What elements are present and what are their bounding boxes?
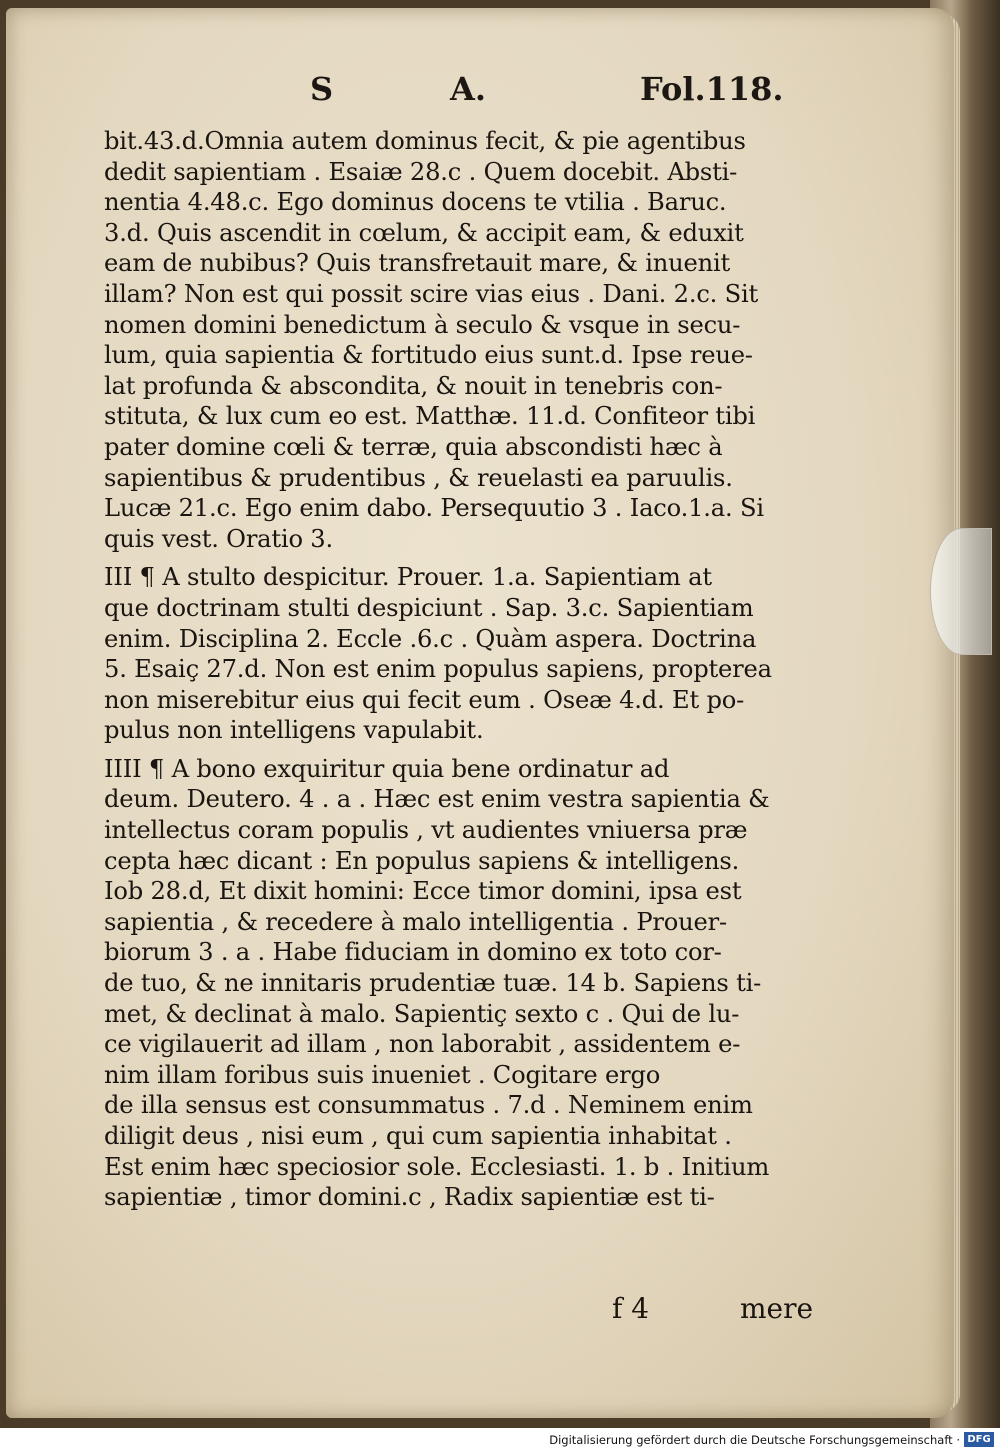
text-line: IIII ¶ A bono exquiritur quia bene ordinatur ad xyxy=(104,754,670,783)
dfg-logo: DFG xyxy=(964,1432,994,1447)
signature-mark: f 4 xyxy=(612,1292,650,1325)
text-line: de tuo, & ne innitaris prudentiæ tuæ. 14 b. Sapiens ti- xyxy=(104,969,762,998)
text-line: que doctrinam stulti despiciunt . Sap. 3.c. Sapientiam xyxy=(104,593,754,622)
text-line: nim illam foribus suis inueniet . Cogitare ergo xyxy=(104,1060,661,1089)
text-line: illam? Non est qui possit scire vias eius . Dani. 2.c. Sit xyxy=(104,279,759,308)
text-line: pulus non intelligens vapulabit. xyxy=(104,716,484,745)
text-line: lum, quia sapientia & fortitudo eius sunt.d. Ipse reue- xyxy=(104,341,753,370)
text-line: lat profunda & abscondita, & nouit in tenebris con- xyxy=(104,371,723,400)
text-line: bit.43.d.Omnia autem dominus fecit, & pie agentibus xyxy=(104,127,746,155)
text-line: stituta, & lux cum eo est. Matthæ. 11.d. Confiteor tibi xyxy=(104,402,756,431)
text-line: Iob 28.d, Et dixit homini: Ecce timor domini, ipsa est xyxy=(104,877,742,906)
paragraph-gap xyxy=(104,554,816,562)
text-line: III ¶ A stulto despicitur. Prouer. 1.a. Sapientiam at xyxy=(104,563,712,592)
text-line: quis vest. Oratio 3. xyxy=(104,524,333,553)
text-line: deum. Deutero. 4 . a . Hæc est enim vestra sapientia & xyxy=(104,785,770,814)
text-line: sapientiæ , timor domini.c , Radix sapientiæ est ti- xyxy=(104,1183,715,1212)
text-line: sapientibus & prudentibus , & reuelasti ea paruulis. xyxy=(104,463,733,492)
text-line: Est enim hæc speciosior sole. Ecclesiasti. 1. b . Initium xyxy=(104,1152,770,1181)
running-head-left: S xyxy=(310,70,334,108)
running-head xyxy=(0,70,1000,120)
text-line: intellectus coram populis , vt audientes vniuersa præ xyxy=(104,816,748,845)
page-foot xyxy=(0,1292,1000,1328)
running-head-middle: A. xyxy=(450,70,486,108)
running-head-folio: Fol.118. xyxy=(640,70,784,108)
text-line: met, & declinat à malo. Sapientiç sexto c . Qui de lu- xyxy=(104,999,740,1028)
text-line: enim. Disciplina 2. Eccle .6.c . Quàm aspera. Doctrina xyxy=(104,624,757,653)
page-clip xyxy=(930,528,992,655)
text-line: ce vigilauerit ad illam , non laborabit , assidentem e- xyxy=(104,1030,741,1059)
text-line: dedit sapientiam . Esaiæ 28.c . Quem docebit. Absti- xyxy=(104,157,738,186)
text-line: de illa sensus est consummatus . 7.d . Neminem enim xyxy=(104,1091,753,1120)
text-line: 3.d. Quis ascendit in cœlum, & accipit eam, & eduxit xyxy=(104,218,744,247)
text-line: pater domine cœli & terræ, quia abscondisti hæc à xyxy=(104,432,723,461)
text-line: nomen domini benedictum à seculo & vsque in secu- xyxy=(104,310,741,339)
text-line: Lucæ 21.c. Ego enim dabo. Persequutio 3 . Iaco.1.a. Si xyxy=(104,494,764,523)
text-line: sapientia , & recedere à malo intelligentia . Prouer- xyxy=(104,907,727,936)
body-text xyxy=(104,126,816,1213)
text-line: eam de nubibus? Quis transfretauit mare, & inuenit xyxy=(104,249,731,278)
footer-credit: Digitalisierung gefördert durch die Deutsche Forschungsgemeinschaft · xyxy=(549,1433,960,1447)
text-line: nentia 4.48.c. Ego dominus docens te vtilia . Baruc. xyxy=(104,188,727,217)
paragraph-gap xyxy=(104,746,816,754)
text-line: non miserebitur eius qui fecit eum . Oseæ 4.d. Et po- xyxy=(104,685,745,714)
text-line: cepta hæc dicant : En populus sapiens & intelligens. xyxy=(104,846,740,875)
catchword: mere xyxy=(740,1292,814,1325)
digitization-footer xyxy=(0,1428,1000,1453)
text-line: 5. Esaiç 27.d. Non est enim populus sapiens, propterea xyxy=(104,655,772,684)
text-line: biorum 3 . a . Habe fiduciam in domino ex toto cor- xyxy=(104,938,722,967)
text-line: diligit deus , nisi eum , qui cum sapientia inhabitat . xyxy=(104,1122,732,1150)
